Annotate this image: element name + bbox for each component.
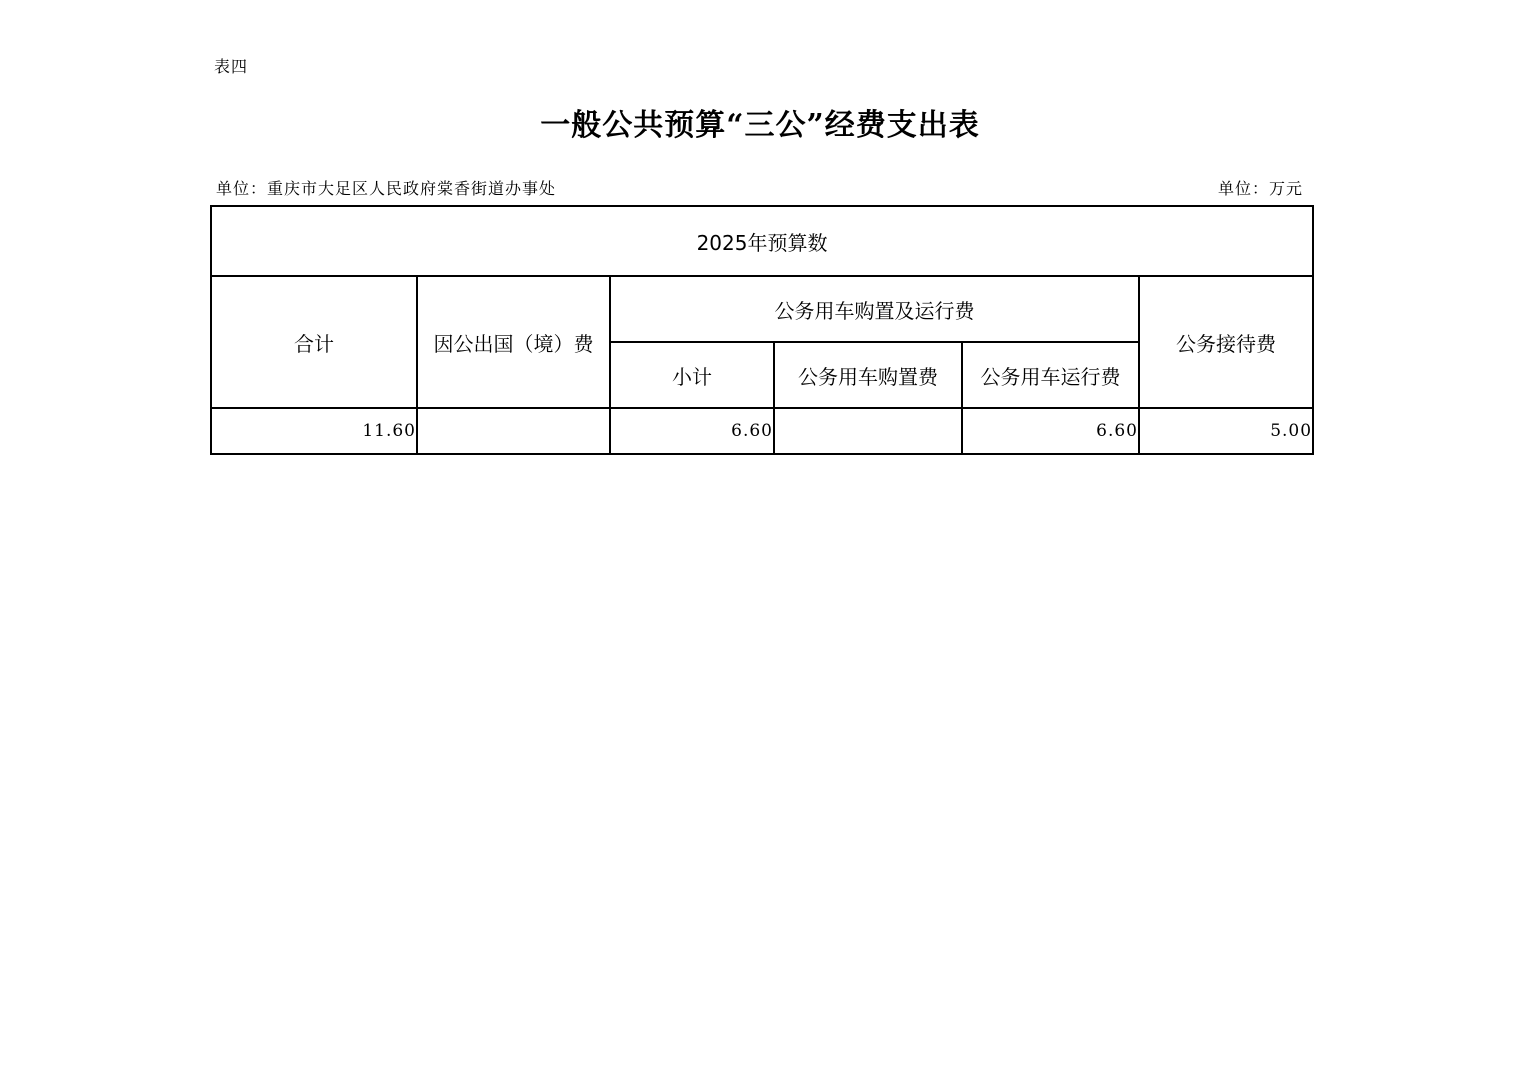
header-reception-expense: 公务接待费 (1139, 276, 1313, 408)
table-row (211, 408, 1313, 454)
unit-organization-label: 单位：重庆市大足区人民政府棠香街道办事处 (216, 179, 557, 198)
cell-vehicle-operation: 6.60 (962, 408, 1139, 454)
table-header-row-year (211, 206, 1313, 276)
header-abroad-expense: 因公出国（境）费 (417, 276, 610, 408)
table-header-row-main (211, 276, 1313, 342)
table-number-label: 表四 (214, 57, 249, 76)
cell-total: 11.60 (211, 408, 417, 454)
cell-reception-expense: 5.00 (1139, 408, 1313, 454)
header-budget-year: 2025年预算数 (211, 206, 1313, 276)
header-vehicle-operation: 公务用车运行费 (962, 342, 1139, 408)
page-title: 一般公共预算“三公”经费支出表 (540, 108, 980, 143)
header-vehicle-purchase: 公务用车购置费 (774, 342, 962, 408)
three-public-expenses-table (210, 205, 1314, 455)
cell-abroad-expense (417, 408, 610, 454)
header-vehicle-group: 公务用车购置及运行费 (610, 276, 1139, 342)
header-total: 合计 (211, 276, 417, 408)
cell-subtotal: 6.60 (610, 408, 774, 454)
cell-vehicle-purchase (774, 408, 962, 454)
header-subtotal: 小计 (610, 342, 774, 408)
unit-currency-label: 单位：万元 (1218, 179, 1304, 198)
